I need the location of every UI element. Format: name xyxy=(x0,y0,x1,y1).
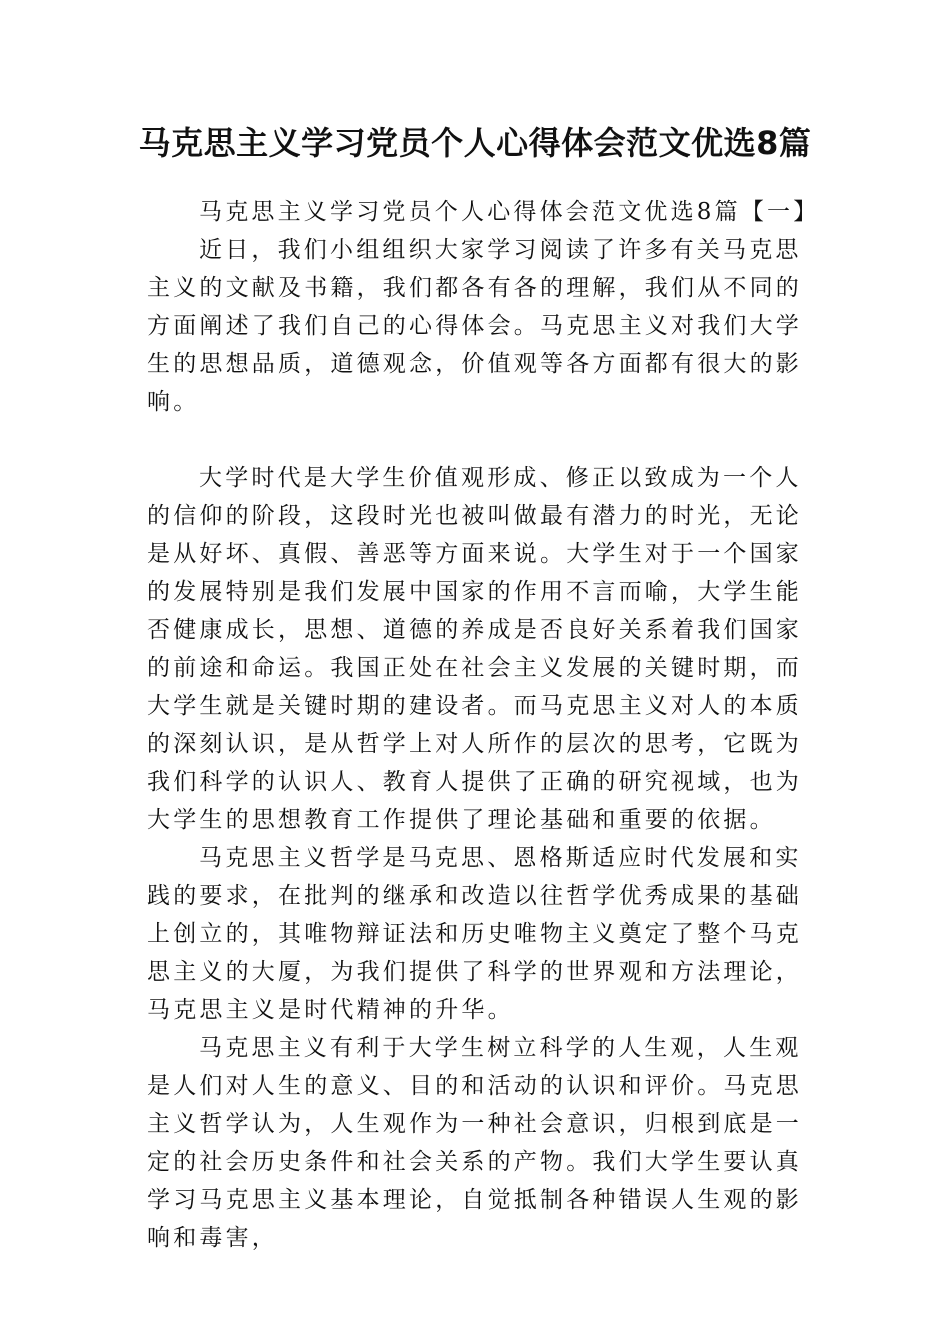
paragraph-4: 马克思主义有利于大学生树立科学的人生观，人生观是人们对人生的意义、目的和活动的认识和评价。马克思主义哲学认为，人生观作为一种社会意识，归根到底是一定的社会历史条件和社会关系的产物。我们大学生要认真学习马克思主义基本理论，自觉抵制各种错误人生观的影响和毒害， xyxy=(147,1035,802,1251)
document-body xyxy=(147,193,820,1257)
paragraph-1: 近日，我们小组组织大家学习阅读了许多有关马克思主义的文献及书籍，我们都各有各的理解，我们从不同的方面阐述了我们自己的心得体会。马克思主义对我们大学生的思想品质，道德观念，价值观等各方面都有很大的影响。 xyxy=(147,237,802,415)
paragraph-3: 马克思主义哲学是马克思、恩格斯适应时代发展和实践的要求，在批判的继承和改造以往哲学优秀成果的基础上创立的，其唯物辩证法和历史唯物主义奠定了整个马克思主义的大厦，为我们提供了科学的世界观和方法理论，马克思主义是时代精神的升华。 xyxy=(147,845,802,1023)
paragraph-2: 大学时代是大学生价值观形成、修正以致成为一个人的信仰的阶段，这段时光也被叫做最有潜力的时光，无论是从好坏、真假、善恶等方面来说。大学生对于一个国家的发展特别是我们发展中国家的作用不言而喻，大学生能否健康成长，思想、道德的养成是否良好关系着我们国家的前途和命运。我国正处在社会主义发展的关键时期，而大学生就是关键时期的建设者。而马克思主义对人的本质的深刻认识，是从哲学上对人所作的层次的思考，它既为我们科学的认识人、教育人提供了正确的研究视域，也为大学生的思想教育工作提供了理论基础和重要的依据。 xyxy=(147,465,802,833)
section-heading: 马克思主义学习党员个人心得体会范文优选8篇【一】 xyxy=(199,199,820,225)
document-title: 马克思主义学习党员个人心得体会范文优选8篇 xyxy=(138,124,812,162)
